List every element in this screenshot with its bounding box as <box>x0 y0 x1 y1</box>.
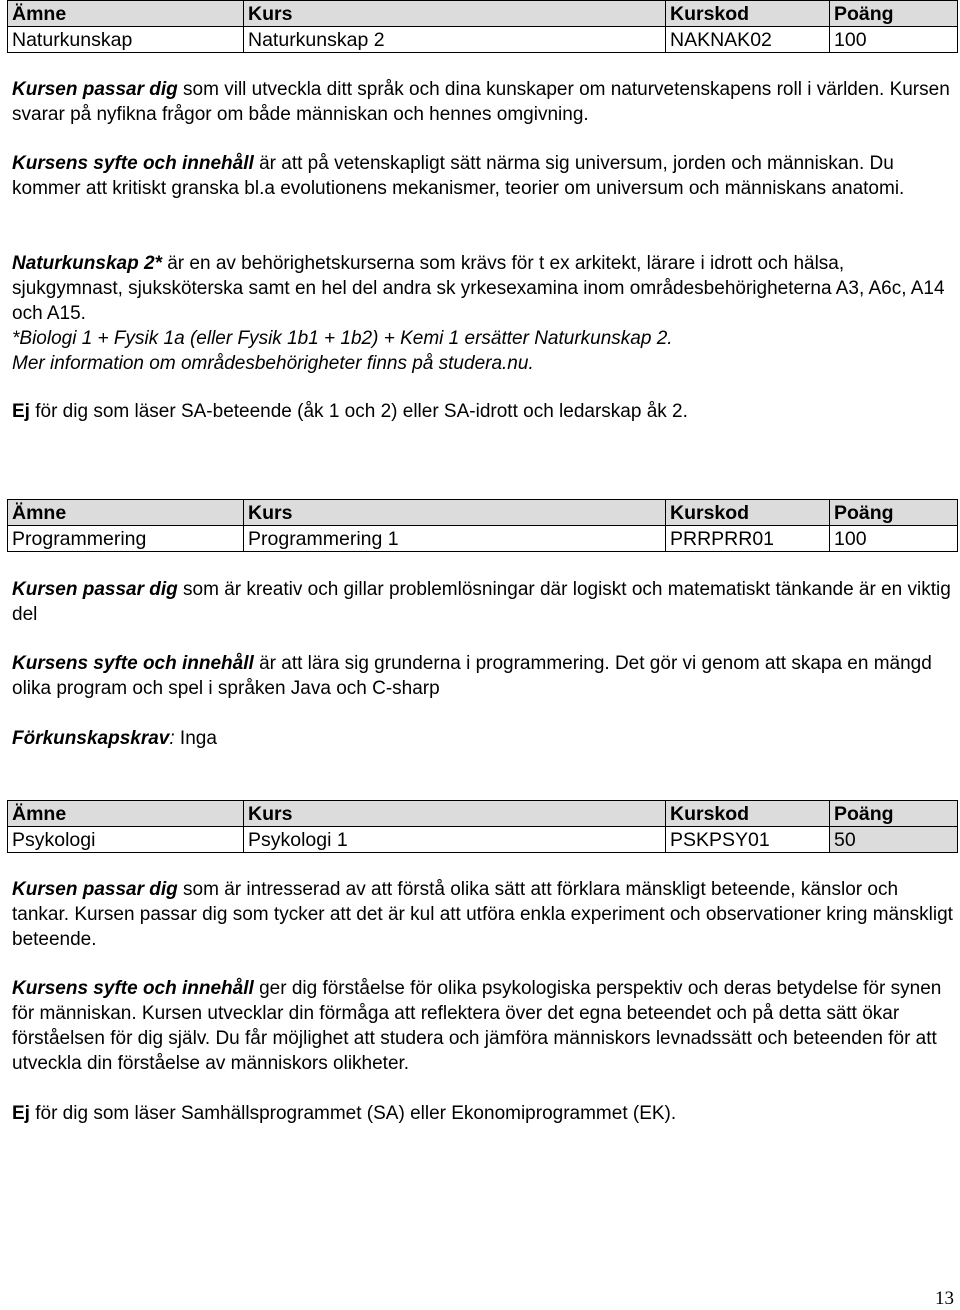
header-poang: Poäng <box>830 801 958 827</box>
cell-kurskod: PSKPSY01 <box>666 827 830 853</box>
syfte-label: Kursens syfte och innehåll <box>12 978 254 999</box>
table-row <box>8 827 958 853</box>
cell-kurskod: PRRPRR01 <box>666 526 830 552</box>
syfte-paragraph <box>12 151 956 201</box>
passar-label: Kursen passar dig <box>12 879 178 900</box>
header-kurs: Kurs <box>244 500 666 526</box>
syfte-text: är att lära sig grunderna i programmering. Det gör vi genom att skapa en mängd olika program och spel i språken Java och C-sharp <box>12 653 932 699</box>
passar-paragraph <box>12 77 956 127</box>
table-header-row <box>8 500 958 526</box>
forkunskap-label: Förkunskapskrav <box>12 728 170 749</box>
nk2-note: *Biologi 1 + Fysik 1a (eller Fysik 1b1 + 1b2) + Kemi 1 ersätter Naturkunskap 2. <box>12 328 673 349</box>
ej-label: Ej <box>12 401 30 422</box>
syfte-paragraph <box>12 976 956 1076</box>
header-kurs: Kurs <box>244 1 666 27</box>
ej-paragraph <box>12 1101 956 1126</box>
cell-poang: 100 <box>830 526 958 552</box>
cell-poang: 50 <box>830 827 958 853</box>
header-poang: Poäng <box>830 500 958 526</box>
header-amne: Ämne <box>8 1 244 27</box>
syfte-paragraph <box>12 651 956 701</box>
header-kurs: Kurs <box>244 801 666 827</box>
header-kurskod: Kurskod <box>666 500 830 526</box>
syfte-text: är att på vetenskapligt sätt närma sig universum, jorden och människan. Du kommer att kritiskt granska bl.a evolutionens mekanismer, teorier om universum och människans anatomi. <box>12 153 905 199</box>
nk2-info: Mer information om områdesbehörigheter finns på studera.nu. <box>12 353 534 374</box>
page-number: 13 <box>935 1288 954 1309</box>
table-row <box>8 27 958 53</box>
header-poang: Poäng <box>830 1 958 27</box>
passar-label: Kursen passar dig <box>12 579 178 600</box>
ej-paragraph <box>12 399 956 424</box>
passar-text: som är intresserad av att förstå olika sätt att förklara mänskligt beteende, känslor och tankar. Kursen passar dig som tycker att det är kul att utföra enkla experiment och observationer kring mänskligt beteende. <box>12 879 953 950</box>
passar-paragraph <box>12 877 956 952</box>
cell-amne: Programmering <box>8 526 244 552</box>
table-header-row <box>8 1 958 27</box>
syfte-text: ger dig förståelse för olika psykologiska perspektiv och deras betydelse för synen för människan. Kursen utvecklar din förmåga att reflektera över det egna beteendet och på detta sätt ökar förståelsen för dig själv. Du får möjlighet att studera och jämföra människors levnadssätt och beteenden för att utveckla din förståelse av människors olikheter. <box>12 978 942 1074</box>
cell-kurs: Programmering 1 <box>244 526 666 552</box>
cell-amne: Naturkunskap <box>8 27 244 53</box>
nk2-paragraph <box>12 251 956 376</box>
header-kurskod: Kurskod <box>666 801 830 827</box>
header-amne: Ämne <box>8 500 244 526</box>
course-table-psykologi <box>7 800 958 853</box>
forkunskap-paragraph <box>12 726 956 751</box>
ej-label: Ej <box>12 1103 30 1124</box>
cell-kurskod: NAKNAK02 <box>666 27 830 53</box>
table-header-row <box>8 801 958 827</box>
cell-amne: Psykologi <box>8 827 244 853</box>
course-table-programmering <box>7 499 958 552</box>
forkunskap-colon: : <box>169 728 175 749</box>
header-amne: Ämne <box>8 801 244 827</box>
course-table-naturkunskap <box>7 0 958 53</box>
cell-poang: 100 <box>830 27 958 53</box>
ej-text: för dig som läser SA-beteende (åk 1 och 2) eller SA-idrott och ledarskap åk 2. <box>29 401 688 422</box>
header-kurskod: Kurskod <box>666 1 830 27</box>
syfte-label: Kursens syfte och innehåll <box>12 653 254 674</box>
cell-kurs: Psykologi 1 <box>244 827 666 853</box>
passar-paragraph <box>12 577 956 627</box>
table-row <box>8 526 958 552</box>
passar-text: som är kreativ och gillar problemlösningar där logiskt och matematiskt tänkande är en viktig del <box>12 579 951 625</box>
passar-text: som vill utveckla ditt språk och dina kunskaper om naturvetenskapens roll i världen. Kursen svarar på nyfikna frågor om både människan och hennes omgivning. <box>12 79 950 125</box>
nk2-label: Naturkunskap 2* <box>12 253 162 274</box>
ej-text: för dig som läser Samhällsprogrammet (SA) eller Ekonomiprogrammet (EK). <box>29 1103 677 1124</box>
passar-label: Kursen passar dig <box>12 79 178 100</box>
syfte-label: Kursens syfte och innehåll <box>12 153 254 174</box>
cell-kurs: Naturkunskap 2 <box>244 27 666 53</box>
forkunskap-text: Inga <box>174 728 217 749</box>
nk2-text: är en av behörighetskurserna som krävs för t ex arkitekt, lärare i idrott och hälsa, sjukgymnast, sjuksköterska samt en hel del andra sk yrkesexamina inom områdesbehörigheterna A3, A6c, A14 och A15. <box>12 253 945 324</box>
